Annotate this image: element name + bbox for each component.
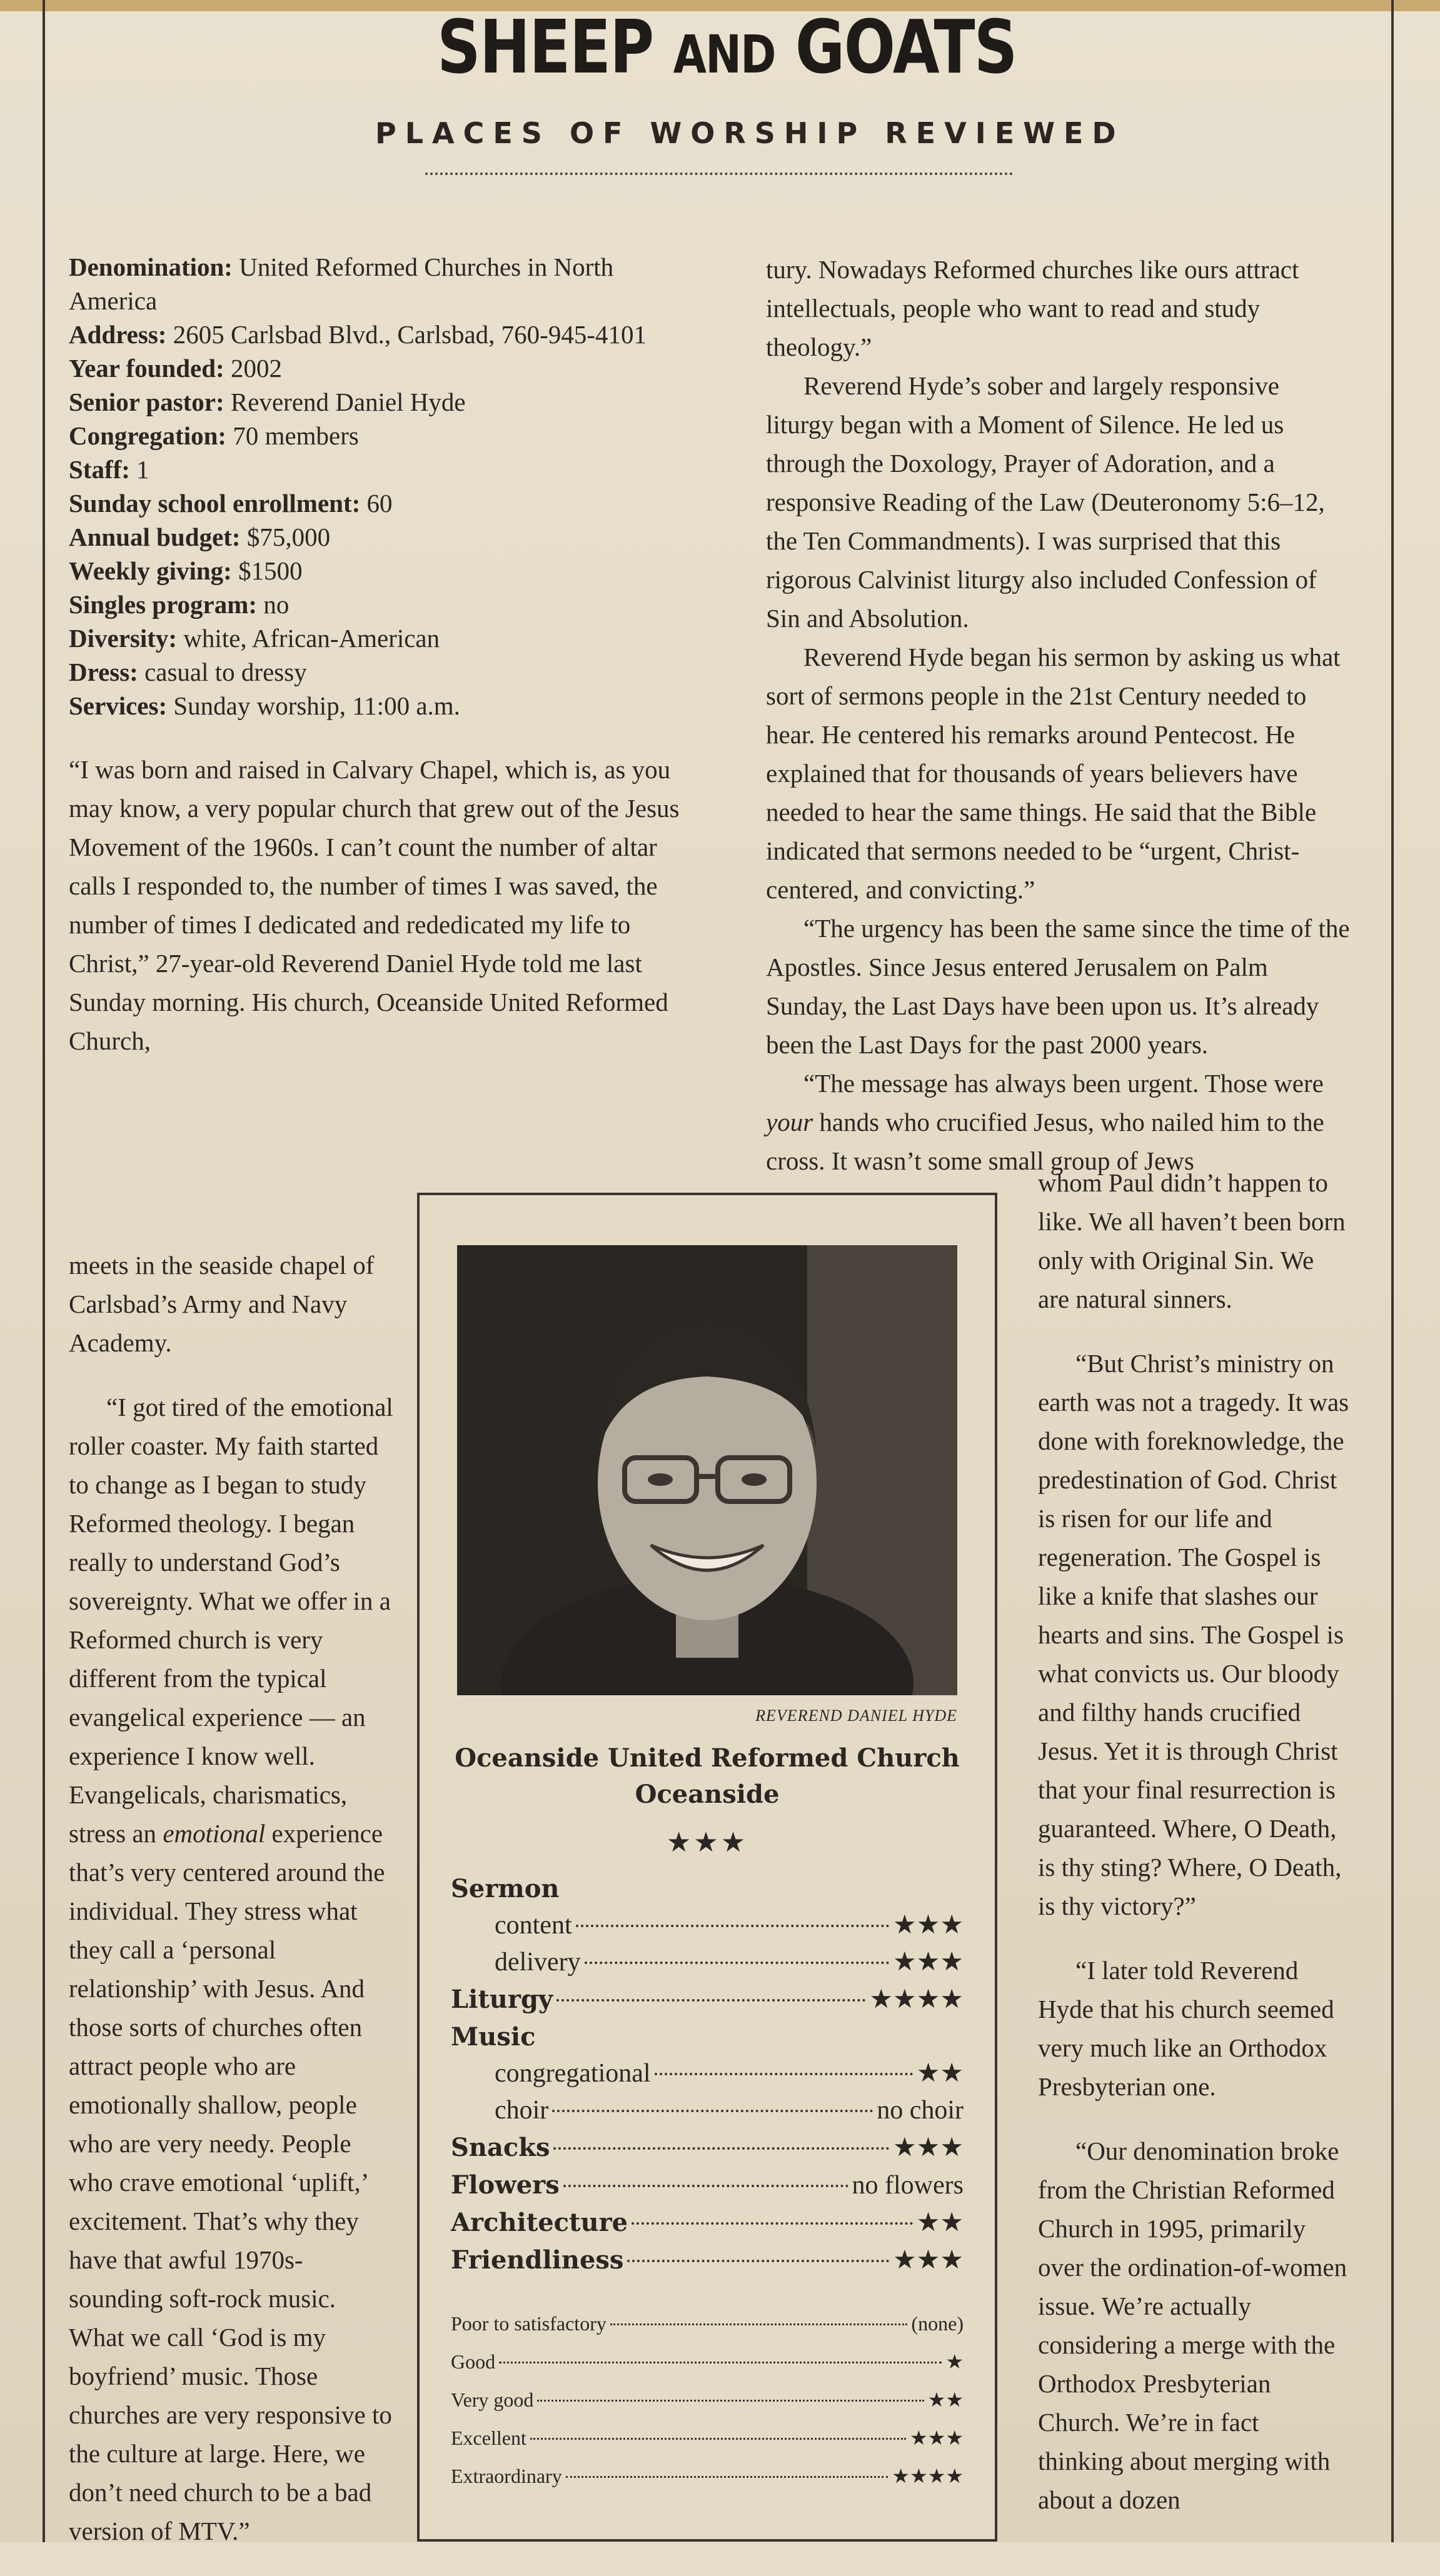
- text-run: experience that’s very centered around the individual. They stress what they call a ‘personal relationship’ with Jesus. And those sorts of churches often attract people who are emotionally shallow, people who are very needy. People who crave emotional ‘uplift,’ excitement. That’s why they have that awful 1970s-sounding soft-rock music. What we call ‘God is my boyfriend’ music. Those churches are very responsive to the culture at large. Here, we don’t need church to be a bad version of MTV.”: [69, 1819, 392, 2545]
- column-right: [766, 250, 1351, 1180]
- fact-value: 2605 Carlsbad Blvd., Carlsbad, 760-945-4101: [173, 320, 647, 349]
- rating-row-architecture: [451, 2204, 964, 2242]
- article-paragraph-5: Reverend Hyde began his sermon by asking us what sort of sermons people in the 21st Century needed to hear. He centered his remarks around Pentecost. He explained that for thousands of years believers have needed to hear the same things. He said that the Bible indicated that sermons needed to be “urgent, Christ-centered, and convicting.”: [766, 643, 1341, 904]
- section-title: [437, 4, 1017, 95]
- column-right-wrap: [1038, 1138, 1351, 2545]
- leader-dots: [632, 2222, 913, 2225]
- rating-label: Music: [451, 2022, 536, 2052]
- leader-dots: [566, 2476, 889, 2478]
- legend-row-excellent: [451, 2419, 964, 2457]
- rating-value: ★★★: [893, 1948, 964, 1977]
- masthead: [375, 4, 1125, 175]
- masthead-divider: [425, 173, 1013, 175]
- legend-row-poor: [451, 2305, 964, 2343]
- article-paragraph-2: [69, 1388, 394, 2550]
- rating-label: Friendliness: [451, 2245, 624, 2275]
- rating-value: ★★★: [893, 2246, 964, 2275]
- article-paragraph-10: “Our denomination broke from the Christian Reformed Church in 1995, primarily over the ordination-of-women issue. We’re actually considering a merge with the Orthodox Presbyterian Church. We’re in fact thinking about merging with about a dozen: [1038, 2137, 1347, 2514]
- fact-weekly-giving: [69, 554, 688, 588]
- leader-dots: [585, 1962, 889, 1964]
- legend-label: Extraordinary: [451, 2465, 562, 2487]
- rating-row-congregational: [451, 2055, 964, 2092]
- fact-label: Denomination:: [69, 253, 233, 281]
- fact-value: 70 members: [233, 421, 359, 450]
- rating-value: ★★★: [893, 2133, 964, 2162]
- column-left-wrap: [69, 1220, 394, 2576]
- legend-row-extraordinary: [451, 2457, 964, 2495]
- legend-label: Excellent: [451, 2427, 526, 2449]
- legend-value: ★★★: [909, 2427, 964, 2449]
- fact-annual-budget: [69, 520, 688, 554]
- rating-label: Snacks: [451, 2133, 550, 2162]
- fact-diversity: [69, 621, 688, 655]
- text-run: hands who crucified Jesus, who nailed him to the cross. It wasn’t some small group of Jews: [766, 1108, 1324, 1175]
- legend-label: Very good: [451, 2388, 534, 2411]
- fact-value: casual to dressy: [144, 658, 307, 686]
- rating-label: congregational: [495, 2059, 651, 2088]
- leader-dots: [499, 2362, 942, 2363]
- rating-label: Architecture: [451, 2208, 628, 2237]
- fact-label: Dress:: [69, 658, 138, 686]
- article-paragraph-9: “I later told Reverend Hyde that his church seemed very much like an Orthodox Presbyterian one.: [1038, 1956, 1334, 2101]
- fact-label: Singles program:: [69, 590, 258, 619]
- rating-label: Flowers: [451, 2170, 560, 2200]
- rating-label: content: [495, 1911, 572, 1940]
- fact-staff: [69, 453, 688, 486]
- fact-label: Services:: [69, 691, 168, 720]
- fact-label: Diversity:: [69, 624, 178, 653]
- fact-value: $1500: [238, 556, 303, 585]
- rating-row-content: [451, 1907, 964, 1944]
- fact-congregation: [69, 419, 688, 453]
- fact-value: $75,000: [246, 523, 331, 551]
- fact-label: Weekly giving:: [69, 556, 232, 585]
- church-name: Oceanside United Reformed Church: [455, 1743, 960, 1773]
- rating-value: ★★★: [893, 1911, 964, 1940]
- left-column-rule: [43, 0, 45, 2542]
- fact-singles-program: [69, 588, 688, 621]
- leader-dots: [576, 1925, 889, 1927]
- ratings-list: [451, 1870, 964, 2279]
- text-run: “I got tired of the emotional roller coaster. My faith started to change as I began to study Reformed theology. I began really to understand God’s sovereignty. What we offer in a Reformed church is very different from the typical evangelical experience — an experience I know well. Evangelicals, charismatics, stress an: [69, 1393, 393, 1848]
- article-paragraph-3: tury. Nowadays Reformed churches like ours attract intellectuals, people who want to read and study theology.”: [766, 255, 1299, 361]
- church-name-block: [420, 1740, 995, 1813]
- fact-denomination: [69, 250, 688, 318]
- fact-address: [69, 318, 688, 351]
- rating-row-choir: [451, 2092, 964, 2129]
- fact-label: Staff:: [69, 455, 130, 484]
- title-word-sheep: SHEEP: [437, 4, 653, 90]
- rating-row-snacks: [451, 2129, 964, 2167]
- text-run: “The message has always been urgent. Those were: [803, 1069, 1324, 1098]
- rating-label: Sermon: [451, 1874, 560, 1903]
- leader-dots: [563, 2185, 848, 2187]
- rating-value: ★★★★: [869, 1985, 964, 2014]
- pastor-photo: [457, 1245, 957, 1695]
- title-word-goats: GOATS: [795, 4, 1017, 90]
- column-left: [69, 250, 688, 1060]
- fact-value: United Reformed Churches in North America: [69, 253, 614, 315]
- rating-value: no flowers: [852, 2171, 964, 2200]
- fact-value: 1: [136, 455, 149, 484]
- rating-row-liturgy: [451, 1981, 964, 2018]
- church-city: Oceanside: [635, 1780, 780, 1809]
- rating-label: Liturgy: [451, 1985, 553, 2014]
- leader-dots: [537, 2400, 924, 2402]
- fact-value: no: [263, 590, 290, 619]
- leader-dots: [552, 2110, 873, 2112]
- fact-value: white, African-American: [183, 624, 440, 653]
- legend-value: (none): [911, 2312, 964, 2335]
- fact-label: Sunday school enrollment:: [69, 489, 361, 518]
- fact-value: 60: [366, 489, 393, 518]
- leader-dots: [627, 2260, 889, 2262]
- legend-label: Poor to satisfactory: [451, 2312, 607, 2335]
- legend-value: ★: [945, 2350, 964, 2373]
- rating-label: delivery: [495, 1948, 581, 1977]
- pastor-portrait-illustration: [457, 1245, 957, 1695]
- article-paragraph-1-wrap: meets in the seaside chapel of Carlsbad’s Army and Navy Academy.: [69, 1251, 375, 1357]
- fact-value: Sunday worship, 11:00 a.m.: [173, 691, 460, 720]
- fact-label: Annual budget:: [69, 523, 241, 551]
- legend-row-very-good: [451, 2381, 964, 2419]
- rating-row-flowers: [451, 2167, 964, 2204]
- review-box: [417, 1193, 997, 2542]
- fact-services: [69, 689, 688, 723]
- article-paragraph-1: “I was born and raised in Calvary Chapel, which is, as you may know, a very popular church that grew out of the Jesus Movement of the 1960s. I can’t count the number of altar calls I responded to, the number of times I was saved, the number of times I dedicated and rededicated my life to Christ,” 27-year-old Reverend Daniel Hyde told me last Sunday morning. His church, Oceanside United Reformed Church,: [69, 755, 680, 1055]
- legend-value: ★★: [927, 2388, 964, 2411]
- overall-rating: ★★★: [666, 1827, 748, 1858]
- article-paragraph-4: Reverend Hyde’s sober and largely responsive liturgy began with a Moment of Silence. He led us through the Doxology, Prayer of Adoration, and a responsive Reading of the Law (Deuteronomy 5:6–12, the Ten Commandments). I was surprised that this rigorous Calvinist liturgy also included Confession of Sin and Absolution.: [766, 371, 1325, 633]
- rating-row-music: [451, 2018, 964, 2055]
- fact-senior-pastor: [69, 385, 688, 419]
- rating-value: no choir: [877, 2096, 964, 2125]
- leader-dots: [530, 2438, 906, 2440]
- title-word-and: AND: [673, 24, 775, 85]
- article-paragraph-7-wrap: whom Paul didn’t happen to like. We all haven’t been born only with Original Sin. We are natural sinners.: [1038, 1168, 1346, 1313]
- fact-label: Address:: [69, 320, 167, 349]
- rating-row-friendliness: [451, 2242, 964, 2279]
- fact-label: Year founded:: [69, 354, 224, 383]
- fact-sunday-school: [69, 486, 688, 520]
- article-paragraph-6: “The urgency has been the same since the time of the Apostles. Since Jesus entered Jerusalem on Palm Sunday, the Last Days have been upon us. It’s already been the Last Days for the past 2000 years.: [766, 914, 1350, 1059]
- fact-label: Senior pastor:: [69, 388, 224, 416]
- rating-value: ★★: [916, 2208, 964, 2237]
- fact-value: 2002: [230, 354, 282, 383]
- right-column-rule: [1391, 0, 1394, 2542]
- fact-year-founded: [69, 351, 688, 385]
- rating-row-sermon: [451, 1870, 964, 1907]
- legend-row-good: [451, 2343, 964, 2381]
- legend-value: ★★★★: [892, 2465, 964, 2487]
- article-paragraph-8: “But Christ’s ministry on earth was not a tragedy. It was done with foreknowledge, the predestination of God. Christ is risen for our life and regeneration. The Gospel is like a knife that slashes our hearts and sins. The Gospel is what convicts us. Our bloody and filthy hands crucified Jesus. Yet it is through Christ that your final resurrection is guaranteed. Where, O Death, is thy sting? Where, O Death, is thy victory?”: [1038, 1349, 1349, 1920]
- rating-row-delivery: [451, 1944, 964, 1981]
- leader-dots: [655, 2073, 913, 2075]
- fact-label: Congregation:: [69, 421, 227, 450]
- legend-label: Good: [451, 2350, 496, 2373]
- section-subtitle: PLACES OF WORSHIP REVIEWED: [375, 116, 1125, 150]
- emphasis-text: your: [766, 1108, 813, 1136]
- rating-legend: [451, 2305, 964, 2495]
- fact-dress: [69, 655, 688, 689]
- rating-label: choir: [495, 2096, 549, 2125]
- leader-dots: [556, 1999, 865, 2002]
- fact-value: Reverend Daniel Hyde: [230, 388, 466, 416]
- leader-dots: [553, 2147, 889, 2150]
- emphasis-text: emotional: [163, 1819, 266, 1848]
- leader-dots: [610, 2323, 908, 2325]
- rating-value: ★★: [916, 2059, 964, 2088]
- photo-caption: REVEREND DANIEL HYDE: [755, 1706, 957, 1725]
- facts-block: [69, 250, 688, 723]
